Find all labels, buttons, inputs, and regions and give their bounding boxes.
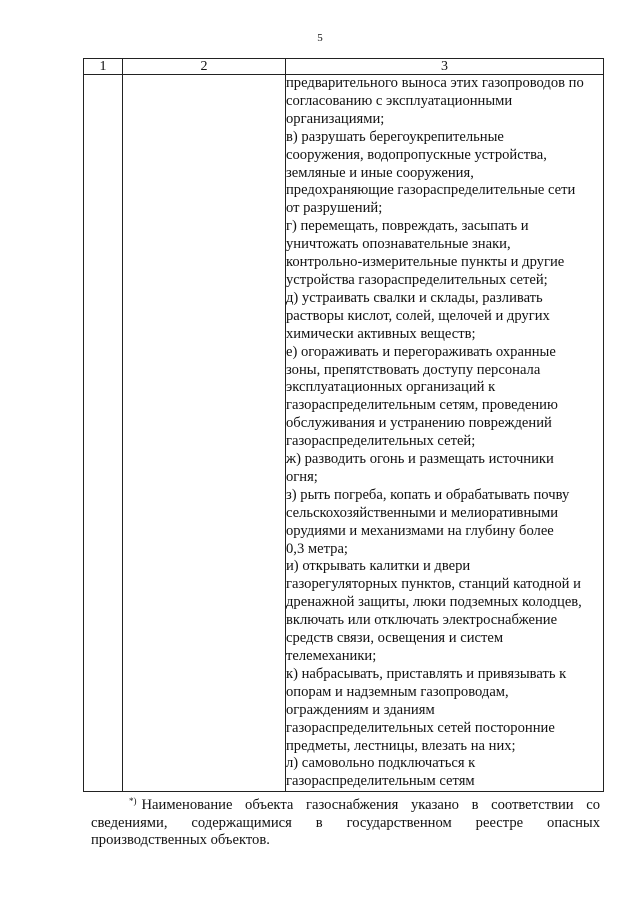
text-line: газораспределительным сетям — [286, 773, 475, 790]
text-line: з) рыть погреба, копать и обрабатывать почву — [286, 486, 570, 503]
column-header-1: 1 — [84, 59, 123, 75]
text-line: дренажной защиты, люки подземных колодцев, — [286, 594, 582, 611]
text-line: зоны, препятствовать доступу персонала — [286, 361, 541, 378]
text-line: газораспределительных сетей; — [286, 433, 476, 450]
cell-col3 — [286, 75, 604, 792]
text-line: предварительного выноса этих газопроводов по — [286, 75, 584, 91]
text-line: опорам и надземным газопроводам, — [286, 683, 509, 700]
text-line: средств связи, освещения и систем — [286, 630, 504, 647]
column-header-3: 3 — [286, 59, 604, 75]
text-line: сельскохозяйственными и мелиоративными — [286, 504, 559, 521]
footnote-line-1 — [91, 793, 600, 815]
text-line: е) огораживать и перегораживать охранные — [286, 343, 556, 360]
text-line: включать или отключать электроснабжение — [286, 612, 558, 629]
text-line: предохраняющие газораспределительные сети — [286, 182, 576, 199]
text-line: эксплуатационных организаций к — [286, 379, 496, 396]
text-line: сооружения, водопропускные устройства, — [286, 146, 547, 163]
text-line: д) устраивать свалки и склады, разливать — [286, 289, 543, 306]
cell-col1 — [84, 75, 123, 792]
text-line: земляные и иные сооружения, — [286, 164, 474, 181]
cell-col2 — [123, 75, 286, 792]
text-line: организациями; — [286, 110, 385, 127]
text-line: уничтожать опознавательные знаки, — [286, 236, 511, 253]
restrictions-text — [286, 75, 603, 791]
text-line: устройства газораспределительных сетей; — [286, 271, 548, 288]
text-line: химически активных веществ; — [286, 325, 476, 342]
text-line: к) набрасывать, приставлять и привязывать к — [286, 665, 567, 682]
text-line: г) перемещать, повреждать, засыпать и — [286, 218, 529, 235]
text-line: газораспределительным сетям, проведению — [286, 397, 558, 414]
text-line: телемеханики; — [286, 648, 377, 664]
text-line: согласованию с эксплуатационными — [286, 92, 513, 109]
footnote-marker: *) — [129, 796, 137, 806]
text-line: обслуживания и устранению повреждений — [286, 415, 552, 432]
text-line: огня; — [286, 468, 318, 485]
column-header-2: 2 — [123, 59, 286, 75]
text-line: ж) разводить огонь и размещать источники — [286, 451, 554, 468]
footnote-line-3: производственных объектов. — [91, 832, 270, 848]
text-line: газораспределительных сетей посторонние — [286, 719, 555, 736]
text-line: орудиями и механизмами на глубину более — [286, 522, 554, 539]
text-line: растворы кислот, солей, щелочей и других — [286, 307, 550, 324]
text-line: от разрушений; — [286, 200, 383, 217]
content-table — [83, 58, 604, 792]
table-header-row — [84, 59, 604, 75]
text-line: л) самовольно подключаться к — [286, 755, 476, 772]
table-row — [84, 75, 604, 792]
text-line: предметы, лестницы, влезать на них; — [286, 737, 516, 754]
page-number: 5 — [317, 32, 323, 44]
text-line: и) открывать калитки и двери — [286, 558, 471, 575]
text-line: 0,3 метра; — [286, 540, 348, 557]
text-line: в) разрушать берегоукрепительные — [286, 128, 504, 145]
text-line: контрольно-измерительные пункты и другие — [286, 254, 565, 271]
footnote-line-2: сведениями, содержащимися в государственном реестре опасных — [91, 814, 600, 831]
text-line: ограждениям и зданиям — [286, 701, 435, 718]
footnote-line-1-text: Наименование объекта газоснабжения указано в соответствии со — [141, 797, 600, 813]
text-line: газорегуляторных пунктов, станций катодной и — [286, 576, 581, 593]
footnote — [91, 793, 600, 850]
